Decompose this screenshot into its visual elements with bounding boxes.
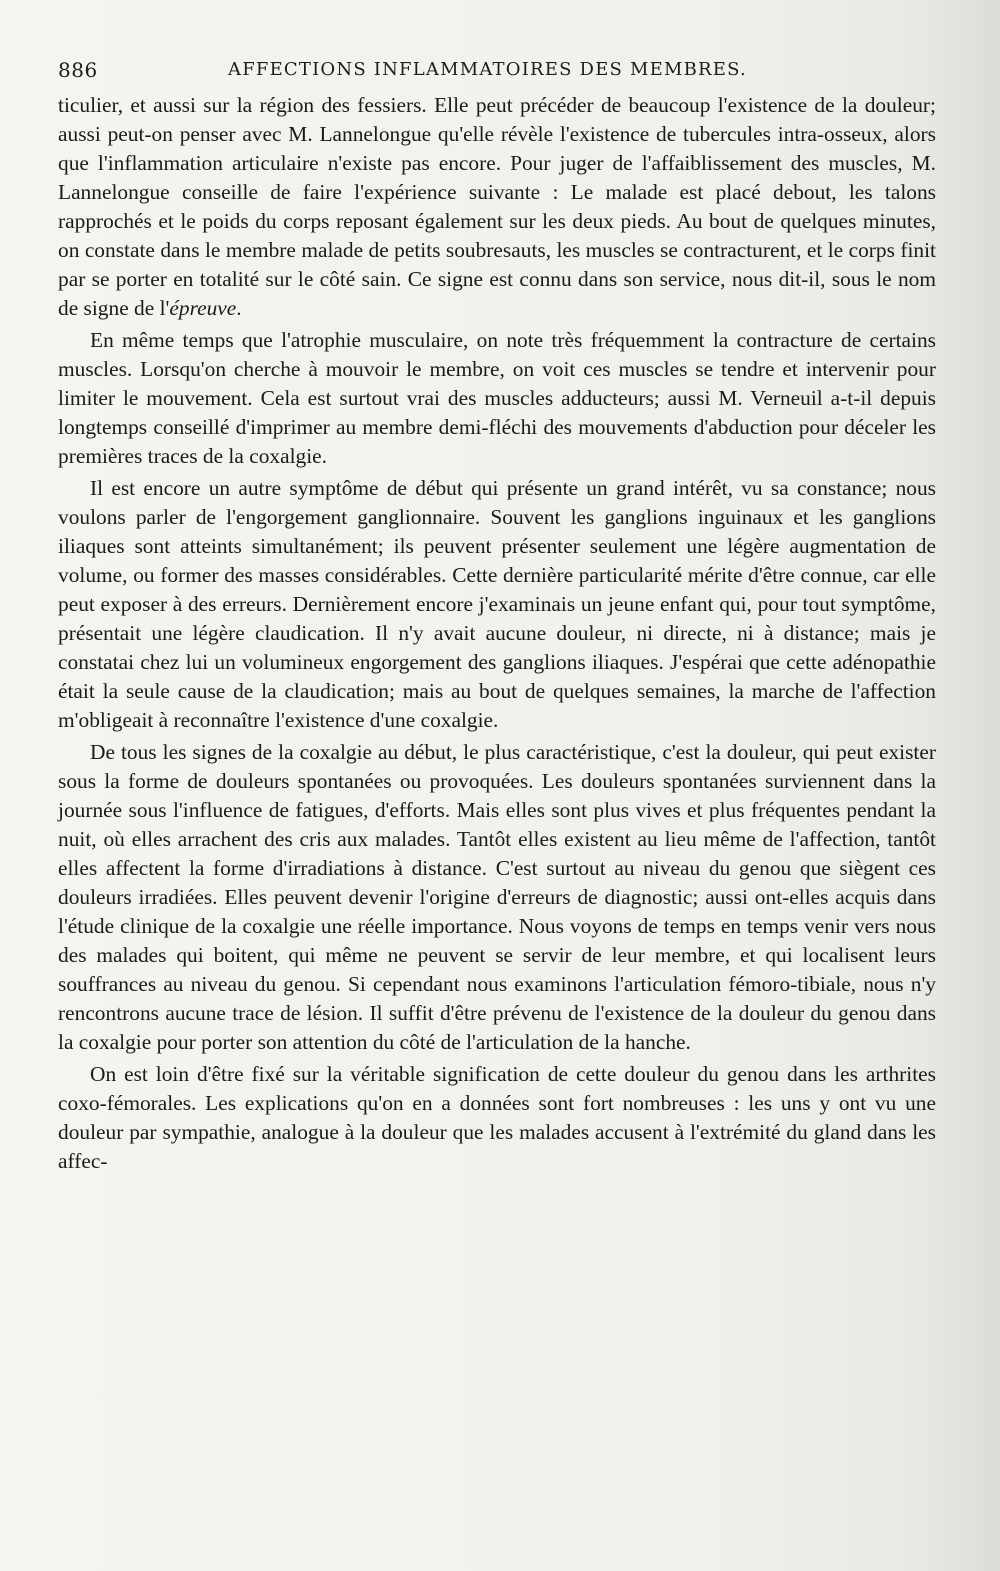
paragraph xyxy=(58,91,936,323)
paragraph-text: En même temps que l'atrophie musculaire, on note très fréquemment la contracture de certains muscles. Lorsqu'on cherche à mouvoir le membre, on voit ces muscles se tendre et intervenir pour limiter le mouvement. Cela est surtout vrai des muscles adducteurs; aussi M. Verneuil a-t-il depuis longtemps conseillé d'imprimer au membre demi-fléchi des mouvements d'abduction pour déceler les premières traces de la coxalgie. xyxy=(58,328,936,468)
paragraph-text-end: . xyxy=(236,296,242,320)
body-text xyxy=(58,91,936,1176)
page-number: 886 xyxy=(58,58,98,82)
paragraph xyxy=(58,474,936,735)
paragraph-text: De tous les signes de la coxalgie au début, le plus caractéristique, c'est la douleur, qui peut exister sous la forme de douleurs spontanées ou provoquées. Les douleurs spontanées surviennent dans la journée sous l'influence de fatigues, d'efforts. Mais elles sont plus vives et plus fréquentes pendant la nuit, où elles arrachent des cris aux malades. Tantôt elles existent au lieu même de l'affection, tantôt elles affectent la forme d'irradiations à distance. C'est surtout au niveau du genou que siègent ces douleurs irradiées. Elles peuvent devenir l'origine d'erreurs de diagnostic; aussi ont-elles acquis dans l'étude clinique de la coxalgie une réelle importance. Nous voyons de temps en temps venir vers nous des malades qui boitent, qui même ne peuvent se servir de leur membre, et qui localisent leurs souffrances au niveau du genou. Si cependant nous examinons l'articulation fémoro-tibiale, nous n'y rencontrons aucune trace de lésion. Il suffit d'être prévenu de l'existence de la douleur du genou dans la coxalgie pour porter son attention du côté de l'articulation de la hanche. xyxy=(58,740,936,1054)
paragraph-text: ticulier, et aussi sur la région des fessiers. Elle peut précéder de beaucoup l'existence de la douleur; aussi peut-on penser avec M. Lannelongue qu'elle révèle l'existence de tubercules intra-osseux, alors que l'inflammation articulaire n'existe pas encore. Pour juger de l'affaiblissement des muscles, M. Lannelongue conseille de faire l'expérience suivante : Le malade est placé debout, les talons rapprochés et le poids du corps reposant également sur les deux pieds. Au bout de quelques minutes, on constate dans le membre malade de petits soubresauts, les muscles se contracturent, et le corps finit par se porter en totalité sur le côté sain. Ce signe est connu dans son service, nous dit-il, sous le nom de signe de l' xyxy=(58,93,936,320)
emphasis-text: épreuve xyxy=(169,296,237,320)
paragraph-text: Il est encore un autre symptôme de début qui présente un grand intérêt, vu sa constance; nous voulons parler de l'engorgement ganglionnaire. Souvent les ganglions inguinaux et les ganglions iliaques sont atteints simultanément; ils peuvent présenter seulement une légère augmentation de volume, ou former des masses considérables. Cette dernière particularité mérite d'être connue, car elle peut exposer à des erreurs. Dernièrement encore j'examinais un jeune enfant qui, pour tout symptôme, présentait une légère claudication. Il n'y avait aucune douleur, ni directe, ni à distance; mais je constatai chez lui un volumineux engorgement des ganglions iliaques. J'espérai que cette adénopathie était la seule cause de la claudication; mais au bout de quelques semaines, la marche de l'affection m'obligeait à reconnaître l'existence d'une coxalgie. xyxy=(58,476,936,732)
running-head: AFFECTIONS INFLAMMATOIRES DES MEMBRES. xyxy=(228,59,747,80)
paragraph xyxy=(58,738,936,1057)
paragraph xyxy=(58,1060,936,1176)
paragraph-text: On est loin d'être fixé sur la véritable signification de cette douleur du genou dans les arthrites coxo-fémorales. Les explications qu'on en a données sont fort nombreuses : les uns y ont vu une douleur par sympathie, analogue à la douleur que les malades accusent à l'extrémité du gland dans les affec- xyxy=(58,1062,936,1173)
paragraph xyxy=(58,326,936,471)
page-header xyxy=(58,58,938,88)
